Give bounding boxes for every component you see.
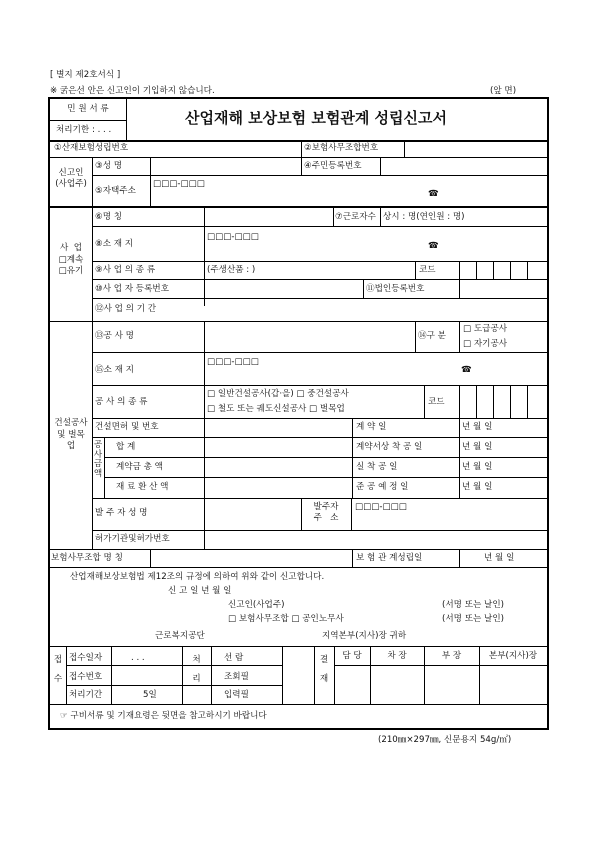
phone-icon: ☎: [461, 365, 472, 375]
established-date-value: 년 월 일: [484, 553, 515, 563]
construction-location-label: ⑮소 재 지: [95, 365, 134, 375]
business-name-label: ⑥명 칭: [95, 212, 123, 222]
form-title: 산업재해 보상보험 보험관계 성립신고서: [185, 109, 447, 127]
license-label: 건설면허 및 번호: [95, 422, 159, 432]
agent-options[interactable]: □ 보험사무조합 □ 공인노무사: [228, 614, 344, 624]
corp-reg-no-label: ⑪법인등록번호: [366, 284, 425, 294]
work-type-option-row1[interactable]: □ 일반건설공사(갑·을) □ 중건설공사: [207, 389, 349, 399]
business-type-label: ⑨사 업 의 종 류: [95, 265, 156, 275]
orderer-postal-code: □□□-□□□: [355, 502, 407, 512]
expected-end-label: 준 공 예 정 일: [356, 482, 409, 492]
construction-postal-code: □□□-□□□: [207, 357, 259, 367]
paper-spec: (210㎜×297㎜, 신문용지 54g/㎡): [378, 735, 512, 745]
contract-date-label: 계 약 일: [356, 422, 387, 432]
phone-icon: ☎: [428, 189, 439, 199]
front-label: (앞 면): [490, 86, 517, 96]
processing-period-label: 처리기간: [69, 690, 103, 700]
code-label: 코드: [419, 265, 436, 275]
business-period-label: ⑫사 업 의 기 간: [95, 304, 157, 314]
work-amount-label: 공 사 금 액: [93, 440, 103, 479]
recipient-office: 지역본부(지사)장 귀하: [322, 631, 407, 641]
report-date-line: 신 고 일 년 월 일: [168, 586, 232, 596]
work-name-label: ⑬공 사 명: [95, 331, 134, 341]
reporter-name-label: ③성 명: [95, 161, 123, 171]
approval-deputy: 차 장: [387, 651, 407, 661]
assoc-name-label: 보험사무조합 명 칭: [51, 553, 123, 563]
reporter-rrn-label: ④주민등록번호: [304, 161, 362, 171]
approval-label: 결 재: [319, 655, 329, 684]
orderer-address-label: 발주자 주 소: [313, 502, 339, 524]
sign-or-seal-2: (서명 또는 날인): [442, 614, 504, 624]
code-label: 코드: [428, 397, 445, 407]
contract-start-value: 년 월 일: [462, 442, 493, 452]
main-product: (주생산품 : ): [207, 265, 256, 275]
expected-end-value: 년 월 일: [462, 482, 493, 492]
reporter-sign-label: 신고인(사업주): [228, 600, 285, 610]
field-industrial-insurance-no: ①산재보험성립번호: [54, 143, 129, 153]
business-location-label: ⑧소 재 지: [95, 239, 134, 249]
reporter-address-label: ⑤자택주소: [95, 186, 136, 196]
orderer-name-label: 발 주 자 성 명: [95, 508, 148, 518]
established-date-label: 보 험 관 계성립일: [356, 553, 423, 563]
work-type-label: 공 사 의 종 류: [95, 397, 148, 407]
material-amount-label: 재 료 환 산 액: [116, 482, 169, 492]
permit-label: 허가기관및허가번호: [95, 534, 170, 544]
approval-staff: 담 당: [342, 651, 362, 661]
reporter-postal-code: □□□-□□□: [153, 179, 205, 189]
business-reg-no-label: ⑩사 업 자 등록번호: [95, 284, 170, 294]
work-type-option-row2[interactable]: □ 철도 또는 궤도신설공사 □ 벌목업: [207, 404, 345, 414]
processing-label: 처 리: [192, 655, 201, 684]
workers-detail: 상시 : 명(연인원 : 명): [383, 212, 465, 222]
processing-period-value: 5일: [143, 690, 157, 700]
receipt-no-label: 접수번호: [69, 672, 103, 682]
footer-note: ☞ 구비서류 및 기재요령은 뒷면을 참고하시기 바랍니다: [60, 711, 267, 721]
division-contract-option[interactable]: □ 도급공사: [463, 324, 508, 334]
approval-manager: 부 장: [441, 651, 462, 661]
recipient-org: 근로복지공단: [155, 631, 205, 641]
header-note: ※ 굵은선 안은 신고인이 기입하지 않습니다.: [50, 86, 215, 96]
review-label: 선 람: [224, 653, 244, 663]
business-label: 사 업 □계속 □유기: [58, 243, 84, 277]
division-self-option[interactable]: □ 자기공사: [463, 339, 508, 349]
workers-label: ⑦근로자수: [335, 212, 376, 222]
phone-icon: ☎: [428, 241, 439, 251]
sign-or-seal-1: (서명 또는 날인): [442, 600, 504, 610]
contract-amount-label: 계약금 총 액: [116, 462, 163, 472]
construction-label: 건설공사 및 벌목 업: [54, 418, 88, 452]
law-declaration: 산업재해보상보험법 제12조의 규정에 의하여 위와 같이 신고합니다.: [70, 572, 325, 582]
receipt-date-label: 접수일자: [69, 653, 103, 663]
receipt-date-value: . . .: [131, 653, 145, 663]
form-number: [ 별지 제2호서식 ]: [50, 70, 121, 80]
civil-document-label: 민 원 서 류: [67, 104, 109, 114]
actual-start-label: 실 착 공 일: [356, 462, 398, 472]
contract-start-label: 계약서상 착 공 일: [356, 442, 423, 452]
approval-head: 본부(지사)장: [488, 651, 538, 661]
receipt-label: 접 수: [53, 655, 63, 684]
input-done-label: 입력필: [224, 690, 249, 700]
contract-date-value: 년 월 일: [462, 422, 493, 432]
inquiry-done-label: 조회필: [224, 672, 249, 682]
division-label: ⑭구 분: [418, 331, 446, 341]
deadline-label: 처리기한 : . . .: [56, 125, 112, 135]
business-postal-code: □□□-□□□: [207, 232, 259, 242]
reporter-label: 신고인 (사업주): [55, 168, 87, 190]
field-assoc-no: ②보험사무조합번호: [304, 143, 379, 153]
total-label: 합 계: [116, 442, 136, 452]
actual-start-value: 년 월 일: [462, 462, 493, 472]
